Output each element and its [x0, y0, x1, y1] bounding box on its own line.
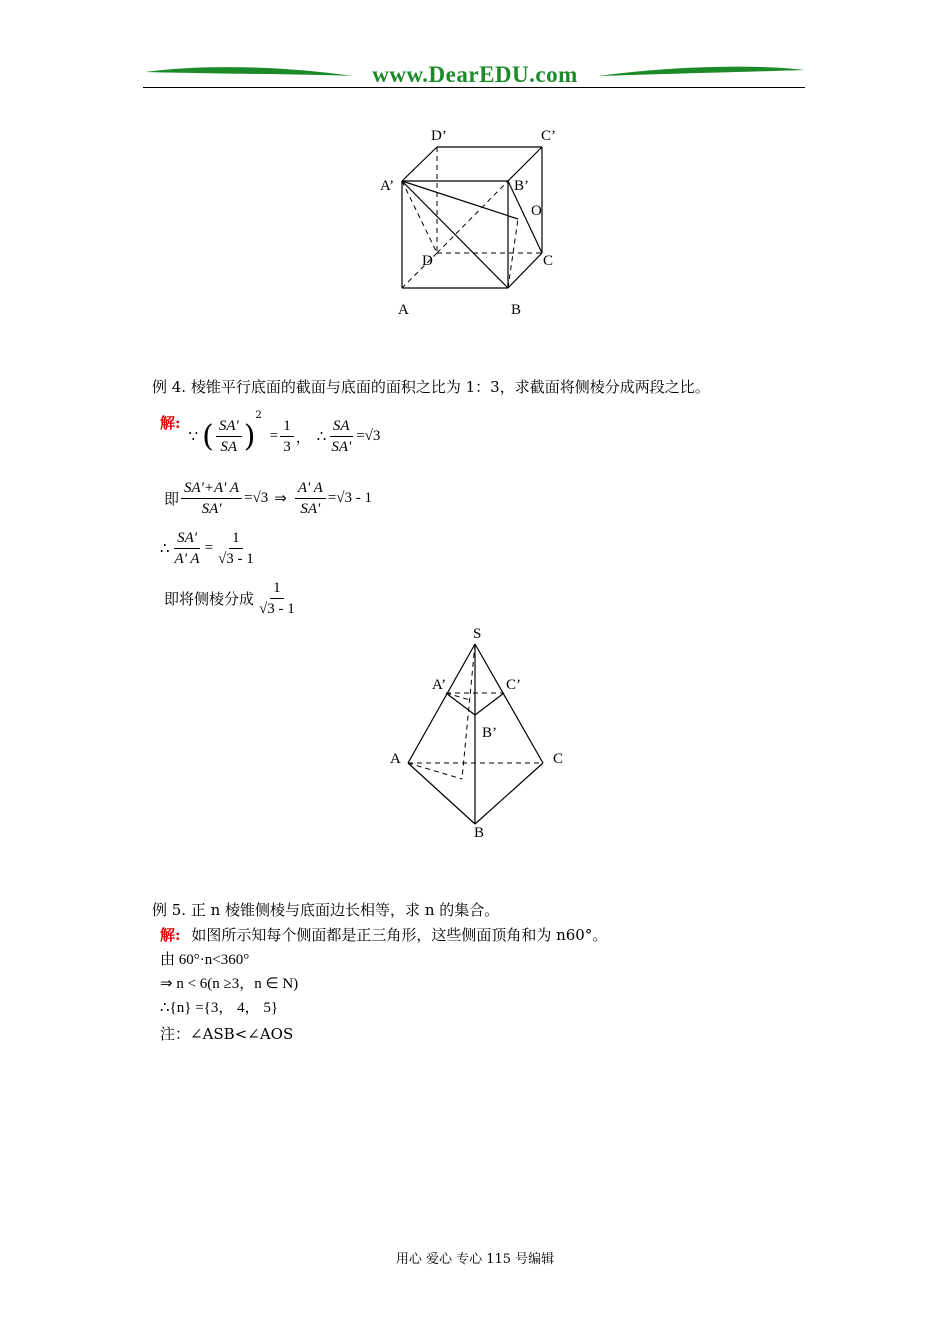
pyramid-label-b-prime: B’: [482, 725, 497, 741]
example5-note: 注：∠ASB<∠AOS: [160, 1025, 294, 1043]
cube-label-d: D: [422, 253, 433, 269]
example4-step2: 即 $\frac{SA'+A' A}{SA'}$ = √3 ⇒ $\frac{A' A}{SA'}$ = √3 - 1: [164, 479, 373, 517]
example5-line2: ⇒ n < 6(n ≥3，n ∈ N): [160, 976, 299, 992]
page-footer: 用心 爱心 专心 115 号编辑: [395, 1252, 555, 1267]
example4-solution-label: 解:: [160, 414, 181, 432]
example5-line1: 由 60°·n<360°: [160, 952, 250, 968]
cube-label-c: C: [543, 253, 554, 269]
example4-step1: 解: ∵ ( $\frac{SA'}{SA}$ ) 2 = $\frac{1}{3}$ ， ∴ $\frac{SA}{SA'}$ = √3: [160, 410, 381, 455]
example5-question: 例 5. 正 n 棱锥侧棱与底面边长相等，求 n 的集合。: [152, 901, 500, 919]
cube-label-a: A: [398, 302, 409, 318]
header-divider: [143, 87, 805, 88]
example5-solution: 解: 如图所示知每个侧面都是正三角形，这些侧面顶角和为 n60°。: [160, 926, 608, 944]
pyramid-label-a: A: [390, 751, 401, 767]
cube-label-c-prime: C’: [541, 128, 556, 144]
example4-conclusion: 即将侧棱分成 $\frac{1}{√3 - 1}$: [164, 579, 295, 617]
pyramid-label-s: S: [473, 626, 482, 642]
pyramid-label-c: C: [553, 751, 564, 767]
pyramid-label-a-prime: A’: [432, 677, 447, 693]
pyramid-label-b: B: [474, 825, 485, 841]
cube-label-a-prime: A’: [380, 178, 395, 194]
site-logo: www.DearEDU.com: [372, 62, 578, 87]
cube-label-b-prime: B’: [514, 178, 529, 194]
cube-figure: [370, 120, 590, 330]
cube-label-o: O: [531, 203, 542, 219]
pyramid-figure: [390, 630, 570, 840]
cube-label-d-prime: D’: [431, 128, 447, 144]
example4-step3: ∴ $\frac{SA'}{A' A}$ = $\frac{1}{√3 - 1}$: [160, 529, 254, 567]
example5-line3: ∴{n} ={3， 4， 5}: [160, 1000, 279, 1016]
pyramid-label-c-prime: C’: [506, 677, 521, 693]
example4-question: 例 4. 棱锥平行底面的截面与底面的面积之比为 1：3，求截面将侧棱分成两段之比。: [152, 378, 710, 396]
cube-label-b: B: [511, 302, 522, 318]
